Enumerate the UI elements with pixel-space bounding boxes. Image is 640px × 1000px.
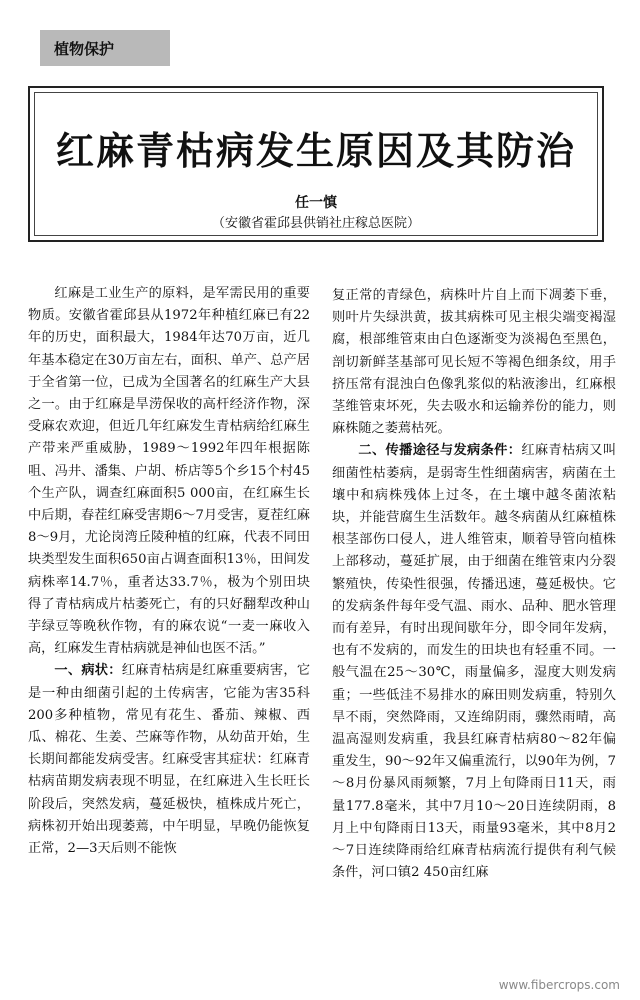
transmission-text: 红麻青枯病又叫细菌性枯萎病，是弱寄生性细菌病害，病菌在土壤中和病株残体上过冬，在土壤中越冬菌浓粘块，并能营腐生生活数年。越冬病菌从红麻植株根茎部伤口侵人，进人维管束，顺着导管向植株上部移动，蔓延扩展，由于细菌在维管束内分裂繁殖快，传染性很强，传播迅速，蔓延极快。它的发病条件每年受气温、雨水、品种、肥水管理而有差异，有时出现间歇年分，即令同年发病，也有不发病的，而发生的田块也有轻重不同。一般气温在25～30℃，雨量偏多，湿度大则发病重；一些低洼不易排水的麻田则发病重，特别久旱不雨，突然降雨，又连绵阴雨，骤然雨晴，高温高湿则发病重，我县红麻青枯病80～82年偏重发生，90～92年又偏重流行，以90年为例，7～8月份暴风雨频繁，7月上旬降雨日11天，雨量177.8毫米，其中7月10～20日连续阴雨，8月上中旬降雨日13天，雨量93毫米，其中8月2～7日连续降雨给红麻青枯病流行提供有利气候条件，河口镇2 450亩红麻 bbox=[332, 443, 617, 881]
title-frame bbox=[28, 86, 604, 242]
symptoms-paragraph bbox=[28, 660, 310, 860]
article-title: 红麻青枯病发生原因及其防治 bbox=[55, 129, 576, 173]
symptoms-text: 红麻青枯病是红麻重要病害，它是一种由细菌引起的土传病害，它能为害35科200多种植物，常见有花生、番茄、辣椒、西瓜、棉花、生姜、苎麻等作物，从幼苗开始，生长期间都能发病受害。红麻受害其症状：红麻青枯病苗期发病表现不明显，在红麻进入生长旺长阶段后，突然发病，蔓延极快，植株成片死亡，病株初开始出现萎蔫，中午明显，早晚仍能恢复正常，2—3天后则不能恢 bbox=[28, 663, 311, 857]
author-name: 任一慎 bbox=[295, 195, 337, 211]
transmission-paragraph bbox=[332, 440, 616, 884]
transmission-heading: 二、传播途径与发病条件： bbox=[358, 443, 522, 459]
left-column bbox=[28, 283, 310, 860]
section-tag bbox=[40, 30, 170, 66]
section-tag-label: 植物保护 bbox=[54, 39, 115, 58]
symptoms-heading: 一、病状： bbox=[54, 663, 122, 679]
intro-paragraph: 红麻是工业生产的原料，是军需民用的重要物质。安徽省霍邱县从1972年种植红麻已有22年的历史，面积最大，1984年达70万亩，近几年基本稳定在30万亩左右，面积、单产、总产居于全省第一位，已成为全国著名的红麻生产大县之一。由于红麻是旱涝保收的高杆经济作物，深受麻农欢迎，但近几年红麻发生青枯病给红麻生产带来严重威胁，1989～1992年四年根据陈咀、冯井、潘集、户胡、桥店等5个乡15个村45个生产队，调查红麻面积5 000亩，在红麻生长中后期，春茬红麻受害期6～7月受害，夏茬红麻8～9月，尤论岗湾丘陵种植的红麻，代表不同田块类型发生面积650亩占调查面积13％，田间发病株率14.7％，重者达33.7％，极为个别田块得了青枯病成片枯萎死亡，有的只好翻犁改种山芋绿豆等晚秋作物，有的麻农说“一麦一麻收入高，红麻发生青枯病就是神仙也医不活。” bbox=[28, 286, 310, 657]
right-column bbox=[332, 285, 616, 884]
symptoms-continued-paragraph: 复正常的青绿色，病株叶片自上而下凋萎下垂，则叶片失绿洪黄，拔其病株可见主根尖端变褐湿腐，根部维管束由白色逐渐变为淡褐色至黑色，剖切新鲜茎基部可见长短不等褐色细条纹，用手挤压常有混浊白色像乳浆似的粘液渗出，红麻根茎维管束坏死，失去吸水和运输养份的能力，则麻株随之萎蔫枯死。 bbox=[332, 288, 616, 437]
author-affiliation: （安徽省霍邱县供销社庄稼总医院） bbox=[211, 216, 420, 231]
watermark: www.fibercrops.com bbox=[498, 978, 620, 992]
